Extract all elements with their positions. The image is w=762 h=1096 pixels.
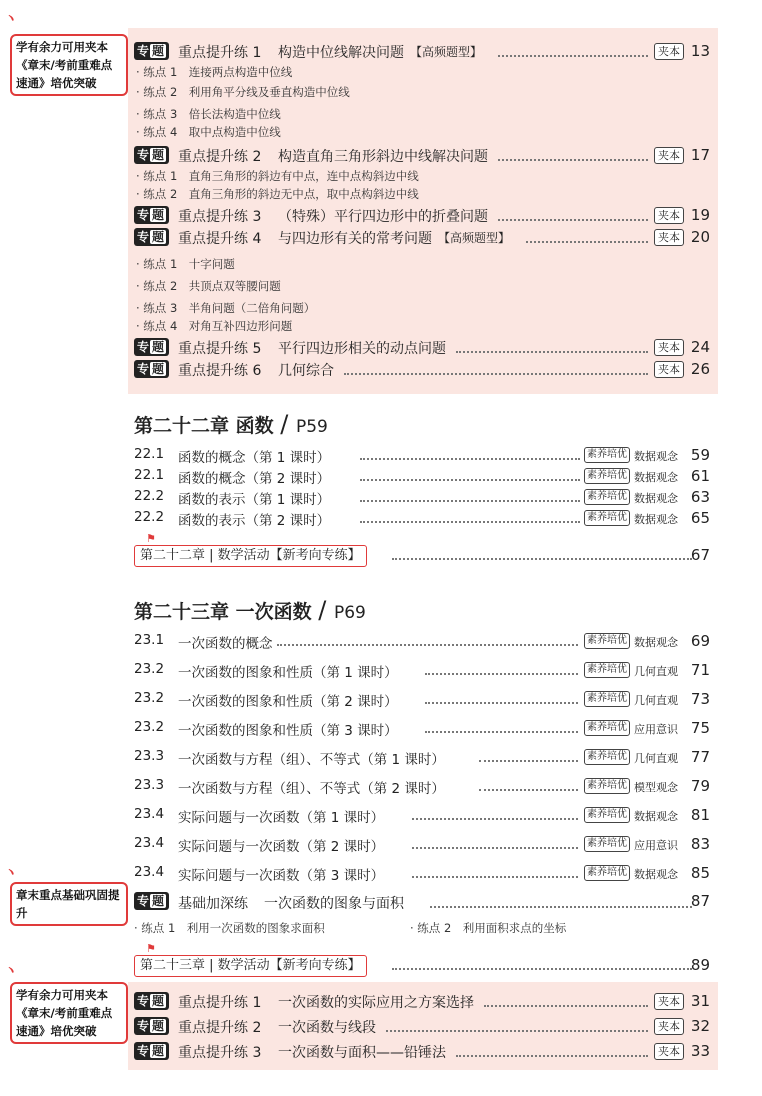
chapter-22-heading <box>134 410 328 438</box>
jiaben-badge: 夹本 <box>654 1043 684 1060</box>
topic-label: 重点提升练 6 <box>178 363 262 379</box>
topic-page: 20 <box>690 228 710 246</box>
leader-dots <box>360 458 580 460</box>
leader-dots <box>277 644 579 646</box>
topic-title[interactable]: 一次函数与线段 <box>278 1020 376 1036</box>
leader-dots <box>392 968 692 970</box>
special-topic-tag <box>134 42 169 60</box>
chapter-22-activity-label: 第二十二章 | 数学活动【新考向专练】 <box>140 548 361 563</box>
tag-char: 题 <box>152 1019 165 1033</box>
tag-char: 专 <box>137 994 150 1008</box>
topic-page: 26 <box>690 360 710 378</box>
literacy-keyword: 数据观念 <box>634 450 678 463</box>
special-basic-sub-1: · 练点 1 利用一次函数的图象求面积 <box>134 921 325 935</box>
topic-label: 重点提升练 2 <box>178 149 262 165</box>
lesson-page: 59 <box>690 446 710 464</box>
topic-label: 重点提升练 3 <box>178 209 262 225</box>
tag-char: 题 <box>152 994 165 1008</box>
side-note-top-text: 学有余力可用夹本《章末/考前重难点速通》培优突破 <box>16 40 113 90</box>
tag-char: 题 <box>152 362 165 376</box>
lesson-title[interactable]: 函数的表示（第 2 课时） <box>178 513 331 529</box>
leader-dots <box>456 1055 648 1057</box>
leader-dots <box>360 479 580 481</box>
lesson-page: 85 <box>690 864 710 882</box>
lesson-title[interactable]: 一次函数与方程（组）、不等式（第 1 课时） <box>178 752 445 768</box>
topic-extra-tag: 【高频题型】 <box>410 45 483 59</box>
topic-page: 32 <box>690 1017 710 1035</box>
alert-icon: ヽ <box>4 963 18 979</box>
literacy-keyword: 模型观念 <box>634 781 678 794</box>
tag-char: 专 <box>137 208 150 222</box>
lesson-page: 75 <box>690 719 710 737</box>
leader-dots <box>425 702 578 704</box>
special-topic-tag <box>134 338 169 356</box>
leader-dots <box>430 906 692 908</box>
lesson-number: 23.4 <box>134 835 165 851</box>
lesson-number: 23.3 <box>134 748 165 764</box>
side-note-mid-text: 章末重点基础巩固提升 <box>16 888 120 920</box>
tag-char: 题 <box>152 340 165 354</box>
slash-divider: / <box>280 410 296 438</box>
literacy-badge: 素养培优 <box>584 691 630 707</box>
chapter-23-activity-page: 89 <box>690 956 710 974</box>
literacy-badge: 素养培优 <box>584 720 630 736</box>
tag-char: 题 <box>152 44 165 58</box>
lesson-title[interactable]: 一次函数的图象和性质（第 1 课时） <box>178 665 398 681</box>
lesson-number: 23.2 <box>134 690 165 706</box>
tag-char: 专 <box>137 148 150 162</box>
practice-point: · 练点 2 利用角平分线及垂直构造中位线 <box>136 85 350 99</box>
chapter-22-page-ref: P59 <box>295 417 328 437</box>
lesson-title[interactable]: 一次函数的图象和性质（第 3 课时） <box>178 723 398 739</box>
practice-point: · 练点 1 直角三角形的斜边有中点，连中点构斜边中线 <box>136 169 419 183</box>
topic-title[interactable]: 平行四边形相关的动点问题 <box>278 341 446 357</box>
side-note-mid <box>10 882 128 926</box>
lesson-number: 23.4 <box>134 864 165 880</box>
topic-page: 33 <box>690 1042 710 1060</box>
lesson-number: 23.2 <box>134 719 165 735</box>
lesson-number: 22.1 <box>134 446 165 462</box>
lesson-title[interactable]: 函数的概念（第 2 课时） <box>178 471 331 487</box>
lesson-title[interactable]: 实际问题与一次函数（第 2 课时） <box>178 839 385 855</box>
tag-char: 题 <box>152 894 165 908</box>
chapter-22-activity-page: 67 <box>690 546 710 564</box>
literacy-badge: 素养培优 <box>584 468 630 484</box>
leader-dots <box>479 760 578 762</box>
leader-dots <box>498 55 648 57</box>
lesson-page: 77 <box>690 748 710 766</box>
lesson-title[interactable]: 一次函数与方程（组）、不等式（第 2 课时） <box>178 781 445 797</box>
lesson-title[interactable]: 函数的概念（第 1 课时） <box>178 450 331 466</box>
jiaben-badge: 夹本 <box>654 1018 684 1035</box>
jiaben-badge: 夹本 <box>654 147 684 164</box>
leader-dots <box>484 1005 648 1007</box>
literacy-keyword: 应用意识 <box>634 839 678 852</box>
literacy-badge: 素养培优 <box>584 807 630 823</box>
lesson-number: 23.3 <box>134 777 165 793</box>
literacy-badge: 素养培优 <box>584 447 630 463</box>
leader-dots <box>425 673 578 675</box>
literacy-badge: 素养培优 <box>584 662 630 678</box>
topic-page: 17 <box>690 146 710 164</box>
lesson-number: 23.1 <box>134 632 165 648</box>
chapter-23-activity[interactable] <box>134 955 367 977</box>
special-topic-tag <box>134 992 169 1010</box>
leader-dots <box>425 731 578 733</box>
topic-label: 重点提升练 3 <box>178 1045 262 1061</box>
practice-point: · 练点 3 倍长法构造中位线 <box>136 107 281 121</box>
literacy-keyword: 数据观念 <box>634 810 678 823</box>
side-note-bottom-text: 学有余力可用夹本《章末/考前重难点速通》培优突破 <box>16 988 113 1038</box>
special-topic-tag <box>134 1017 169 1035</box>
chapter-22-activity[interactable] <box>134 545 367 567</box>
literacy-keyword: 应用意识 <box>634 723 678 736</box>
topic-title[interactable]: 与四边形有关的常考问题 <box>278 231 432 247</box>
tag-char: 专 <box>137 340 150 354</box>
leader-dots <box>526 241 648 243</box>
literacy-badge: 素养培优 <box>584 633 630 649</box>
lesson-title[interactable]: 实际问题与一次函数（第 1 课时） <box>178 810 385 826</box>
leader-dots <box>360 500 580 502</box>
topic-page: 31 <box>690 992 710 1010</box>
lesson-title[interactable]: 一次函数的概念 <box>178 636 273 652</box>
topic-title[interactable]: 一次函数的实际应用之方案选择 <box>278 995 474 1011</box>
lesson-page: 79 <box>690 777 710 795</box>
lesson-page: 71 <box>690 661 710 679</box>
tag-char: 专 <box>137 894 150 908</box>
literacy-keyword: 几何直观 <box>634 752 678 765</box>
special-topic-tag <box>134 1042 169 1060</box>
chapter-23-page-ref: P69 <box>333 603 366 623</box>
topic-title[interactable]: 构造中位线解决问题 <box>278 45 404 61</box>
leader-dots <box>479 789 578 791</box>
leader-dots <box>498 159 648 161</box>
lesson-page: 73 <box>690 690 710 708</box>
lesson-number: 22.2 <box>134 488 165 504</box>
literacy-badge: 素养培优 <box>584 749 630 765</box>
jiaben-badge: 夹本 <box>654 361 684 378</box>
lesson-number: 22.2 <box>134 509 165 525</box>
lesson-number: 23.2 <box>134 661 165 677</box>
literacy-keyword: 几何直观 <box>634 665 678 678</box>
side-note-bottom <box>10 982 128 1044</box>
special-topic-tag <box>134 146 169 164</box>
topic-title[interactable]: 构造直角三角形斜边中线解决问题 <box>278 149 488 165</box>
leader-dots <box>498 219 648 221</box>
topic-title[interactable]: （特殊）平行四边形中的折叠问题 <box>278 209 488 225</box>
flag-icon: ⚑ <box>146 532 156 545</box>
leader-dots <box>386 1030 648 1032</box>
alert-icon: ヽ <box>4 11 18 27</box>
jiaben-badge: 夹本 <box>654 207 684 224</box>
topic-extra-tag: 【高频题型】 <box>438 231 511 245</box>
literacy-keyword: 数据观念 <box>634 636 678 649</box>
topic-title[interactable]: 一次函数与面积——铅锤法 <box>278 1045 446 1061</box>
leader-dots <box>412 847 579 849</box>
jiaben-badge: 夹本 <box>654 43 684 60</box>
alert-icon: ヽ <box>4 865 18 881</box>
practice-point: · 练点 3 半角问题（二倍角问题） <box>136 301 316 315</box>
chapter-23-activity-label: 第二十三章 | 数学活动【新考向专练】 <box>140 958 361 973</box>
tag-char: 专 <box>137 230 150 244</box>
special-topic-tag <box>134 360 169 378</box>
lesson-page: 69 <box>690 632 710 650</box>
lesson-page: 61 <box>690 467 710 485</box>
special-topic-tag <box>134 228 169 246</box>
literacy-keyword: 数据观念 <box>634 492 678 505</box>
practice-point: · 练点 4 取中点构造中位线 <box>136 125 281 139</box>
slash-divider: / <box>318 596 334 624</box>
topic-label: 重点提升练 2 <box>178 1020 262 1036</box>
topic-label: 重点提升练 4 <box>178 231 262 247</box>
literacy-keyword: 数据观念 <box>634 513 678 526</box>
lesson-title[interactable]: 函数的表示（第 1 课时） <box>178 492 331 508</box>
chapter-23-heading <box>134 596 366 624</box>
tag-char: 题 <box>152 208 165 222</box>
tag-char: 专 <box>137 1019 150 1033</box>
lesson-page: 83 <box>690 835 710 853</box>
literacy-badge: 素养培优 <box>584 778 630 794</box>
lesson-number: 23.4 <box>134 806 165 822</box>
leader-dots <box>412 818 579 820</box>
literacy-keyword: 数据观念 <box>634 471 678 484</box>
tag-char: 专 <box>137 44 150 58</box>
tag-char: 题 <box>152 148 165 162</box>
special-basic-title: 一次函数的图象与面积 <box>264 896 404 912</box>
leader-dots <box>456 351 648 353</box>
special-basic-label: 基础加深练 <box>178 896 248 912</box>
topic-label: 重点提升练 1 <box>178 45 262 61</box>
practice-point: · 练点 2 直角三角形的斜边无中点，取中点构斜边中线 <box>136 187 419 201</box>
topic-label: 重点提升练 1 <box>178 995 262 1011</box>
topic-label: 重点提升练 5 <box>178 341 262 357</box>
lesson-page: 65 <box>690 509 710 527</box>
topic-title[interactable]: 几何综合 <box>278 363 334 379</box>
tag-char: 专 <box>137 1044 150 1058</box>
chapter-22-title: 第二十二章 函数 <box>134 415 274 437</box>
literacy-badge: 素养培优 <box>584 510 630 526</box>
literacy-badge: 素养培优 <box>584 489 630 505</box>
flag-icon: ⚑ <box>146 942 156 955</box>
tag-char: 题 <box>152 230 165 244</box>
special-basic-sub-2: · 练点 2 利用面积求点的坐标 <box>410 921 567 935</box>
lesson-page: 63 <box>690 488 710 506</box>
jiaben-badge: 夹本 <box>654 339 684 356</box>
jiaben-badge: 夹本 <box>654 229 684 246</box>
chapter-23-title: 第二十三章 一次函数 <box>134 601 312 623</box>
special-basic-page: 87 <box>690 892 710 910</box>
leader-dots <box>344 373 648 375</box>
topic-page: 24 <box>690 338 710 356</box>
leader-dots <box>360 521 580 523</box>
lesson-title[interactable]: 一次函数的图象和性质（第 2 课时） <box>178 694 398 710</box>
leader-dots <box>412 876 579 878</box>
literacy-keyword: 几何直观 <box>634 694 678 707</box>
practice-point: · 练点 1 连接两点构造中位线 <box>136 65 293 79</box>
lesson-title[interactable]: 实际问题与一次函数（第 3 课时） <box>178 868 385 884</box>
leader-dots <box>392 558 692 560</box>
side-note-top <box>10 34 128 96</box>
literacy-badge: 素养培优 <box>584 865 630 881</box>
practice-point: · 练点 1 十字问题 <box>136 257 235 271</box>
special-topic-tag <box>134 206 169 224</box>
lesson-page: 81 <box>690 806 710 824</box>
tag-char: 题 <box>152 1044 165 1058</box>
practice-point: · 练点 2 共顶点双等腰问题 <box>136 279 281 293</box>
topic-page: 13 <box>690 42 710 60</box>
literacy-badge: 素养培优 <box>584 836 630 852</box>
practice-point: · 练点 4 对角互补四边形问题 <box>136 319 293 333</box>
tag-char: 专 <box>137 362 150 376</box>
lesson-number: 22.1 <box>134 467 165 483</box>
topic-page: 19 <box>690 206 710 224</box>
jiaben-badge: 夹本 <box>654 993 684 1010</box>
literacy-keyword: 数据观念 <box>634 868 678 881</box>
special-topic-tag <box>134 892 169 910</box>
